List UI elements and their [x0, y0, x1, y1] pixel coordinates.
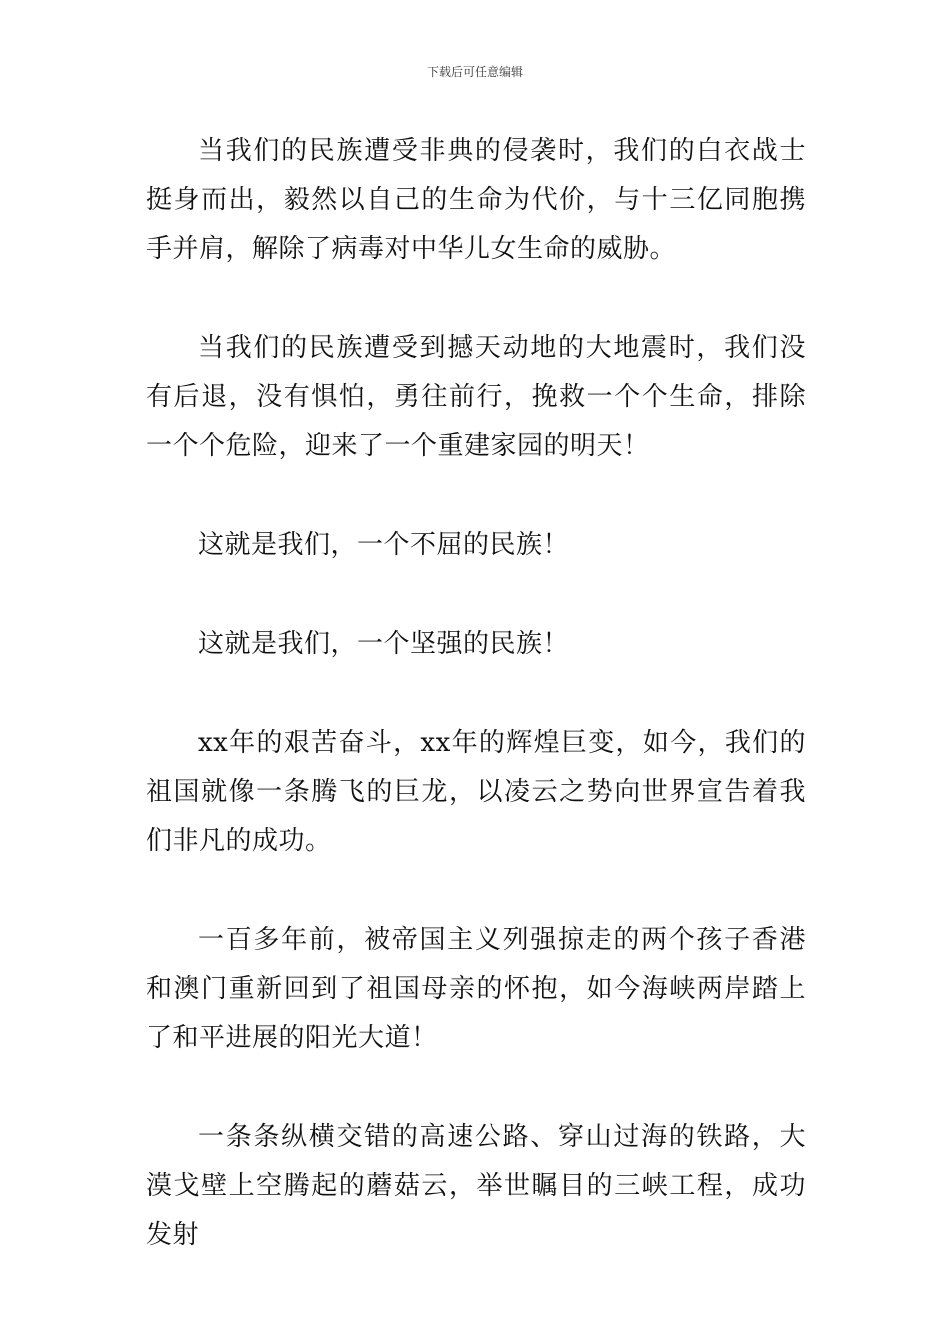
paragraph-3: 这就是我们，一个不屈的民族！ [198, 530, 570, 560]
paragraph-4: 这就是我们，一个坚强的民族！ [198, 629, 570, 659]
page-header: 下载后可任意编辑 [426, 65, 523, 79]
paragraph-2: 当我们的民族遭受到撼天动地的大地震时，我们没有后退，没有惧怕，勇往前行，挽救一个个生命，排除一个个危险，迎来了一个重建家园的明天！ [146, 333, 806, 461]
paragraph-5: xx年的艰苦奋斗，xx年的辉煌巨变，如今，我们的祖国就像一条腾飞的巨龙，以凌云之势向世界宣告着我们非凡的成功。 [146, 728, 806, 856]
paragraph-6: 一百多年前，被帝国主义列强掠走的两个孩子香港和澳门重新回到了祖国母亲的怀抱，如今海峡两岸踏上了和平进展的阳光大道！ [146, 925, 806, 1053]
paragraph-1: 当我们的民族遭受非典的侵袭时，我们的白衣战士挺身而出，毅然以自己的生命为代价，与十三亿同胞携手并肩，解除了病毒对中华儿女生命的威胁。 [146, 136, 806, 264]
document-body [146, 127, 806, 1310]
paragraph-7: 一条条纵横交错的高速公路、穿山过海的铁路，大漠戈壁上空腾起的蘑菇云，举世瞩目的三峡工程，成功发射 [146, 1122, 806, 1250]
